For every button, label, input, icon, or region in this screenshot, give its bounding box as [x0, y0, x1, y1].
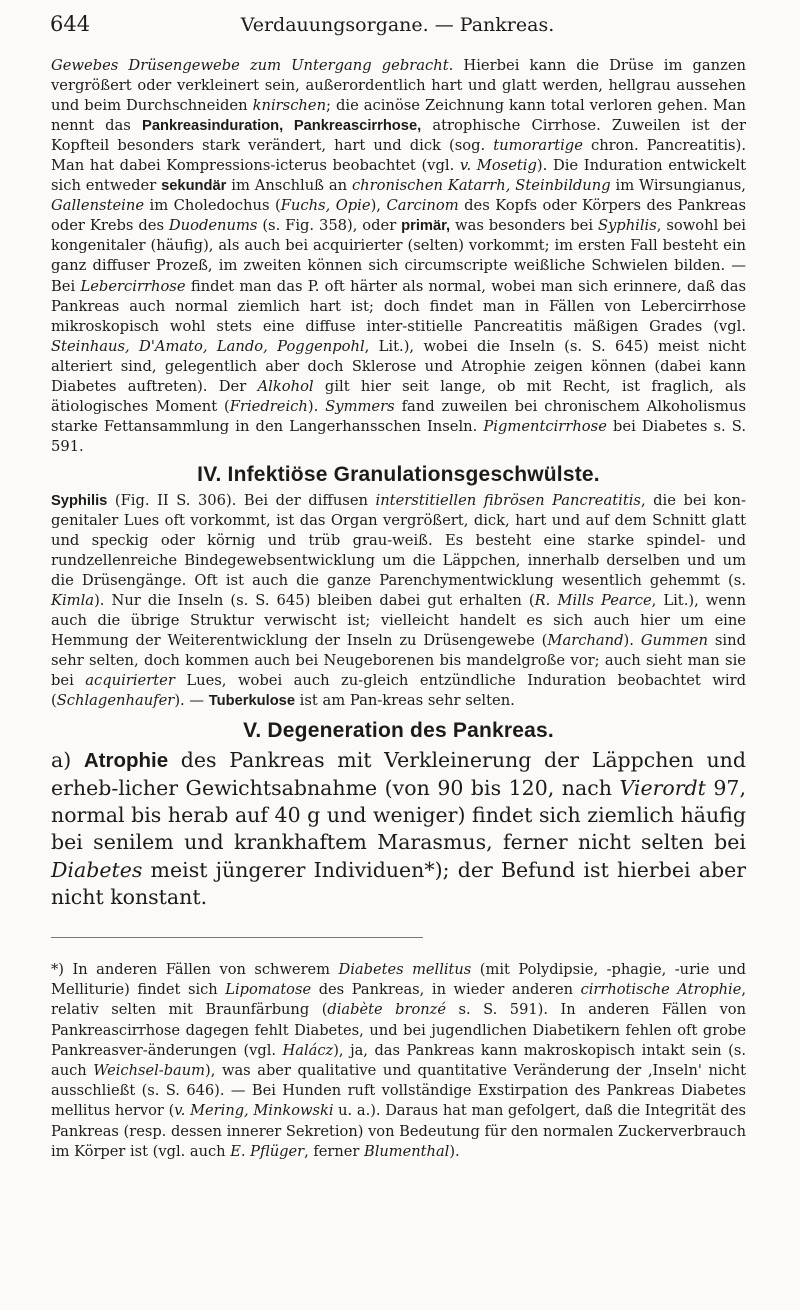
text-run: Lipomatose [225, 981, 312, 999]
paragraph-induration [51, 56, 746, 457]
text-run: , die bei kon-genitaler Lues oft vorkommt, ist das Organ vergrößert, dick, hart und auf dem Schnitt glatt und speckig oder körnig und trüb grau-weiß. Es besteht eine starke spindel- und rundzellenreiche Bindegewebsentwicklung um die Läppchen, innerhalb derselben und um die Drüsengänge. Oft ist auch die ganze Parenchymentwicklung wesentlich gehemmt (s. [51, 491, 746, 590]
text-run: ). Nur die Inseln (s. S. 645) bleiben dabei gut erhalten ( [94, 592, 535, 610]
text-run: chron. Pancreatitis). Man hat dabei Kompressions-icterus beobachtet (vgl. [51, 137, 746, 175]
text-run: Weichsel-baum [93, 1062, 205, 1080]
text-run: was besonders bei [450, 217, 598, 235]
text-run: Fuchs, Opie [280, 197, 371, 215]
text-run: knirschen [252, 97, 327, 115]
text-run: Blumenthal [364, 1142, 450, 1160]
text-run: ). — [174, 692, 209, 710]
text-run: Pankreasinduration, Pankreascirrhose, [142, 118, 422, 135]
text-run: Lues, wobei auch zu-gleich entzündliche Induration beobachtet wird ( [51, 672, 746, 710]
text-run: tumorartige [493, 137, 583, 155]
text-run: Diabetes [51, 857, 143, 882]
text-run: interstitiellen fibrösen Pancreatitis [375, 491, 641, 509]
text-run: Duodenums [168, 217, 258, 235]
text-run: sind sehr selten, doch kommen auch bei Neugeborenen bis mandelgroße vor; auch sieht man sie bei [51, 632, 746, 690]
text-run: Lebercirrhose [80, 277, 186, 295]
paragraph-atrophie [51, 747, 746, 911]
text-run: (Fig. II S. 306). Bei der diffusen [107, 491, 376, 509]
main-text [51, 56, 746, 911]
text-run: s. S. 591). In anderen Fällen von Pankreascirrhose dagegen fehlt Diabetes, und bei jugendlichen Diabetikern fehlen oft grobe Pankreasver-änderungen (vgl. [51, 1001, 746, 1059]
text-run: Kimla [51, 592, 95, 610]
text-run: cirrhotische Atrophie [580, 981, 742, 999]
text-run: Vierordt [619, 775, 706, 800]
text-run: a) [51, 748, 84, 773]
text-run: v. Mering, Minkowski [174, 1102, 334, 1120]
text-run: , Lit.), wenn auch die übrige Struktur verwischt ist; vielleicht handelt es sich auch hier um eine Hemmung der Weiterentwicklung der Inseln zu Drüsengewebe ( [51, 592, 746, 650]
text-run: bei Diabetes s. S. 591. [51, 417, 746, 455]
text-run: Pigmentcirrhose [483, 417, 607, 435]
footnote-text [51, 960, 746, 1162]
text-run: des Pankreas mit Verkleinerung der Läppchen und erheb-licher Gewichtsabnahme (von 90 bis 120, nach [51, 748, 746, 800]
text-run: Atrophie [83, 749, 169, 773]
text-run: ; die acinöse Zeichnung kann total verloren gehen. Man nennt das [51, 97, 746, 135]
text-run: R. Mills Pearce [534, 592, 652, 610]
page-header [50, 12, 745, 46]
text-run: v. Mosetig [459, 157, 537, 175]
footnote-divider [51, 937, 423, 938]
text-run: im Anschluß an [226, 177, 352, 195]
text-run: meist jüngerer Individuen*); der Befund ist hierbei aber nicht konstant. [51, 857, 746, 909]
text-run: Symmers [325, 397, 395, 415]
text-run: ist am Pan-kreas sehr selten. [295, 692, 515, 710]
text-run: Carcinom [386, 197, 459, 215]
text-run: (s. Fig. 358), oder [257, 217, 402, 235]
text-run: Schlagenhaufer [56, 692, 175, 710]
text-run: findet man das P. oft härter als normal, wobei man sich erinnere, daß das Pankreas auch normal ziemlich hart ist; doch findet man in Fällen von Lebercirrhose mikroskopisch wohl stets eine diffuse inter-stitielle Pancreatitis mäßigen Grades (vgl. [51, 277, 746, 335]
text-run: Gallensteine [51, 197, 145, 215]
text-run: chronischen Katarrh, Steinbildung [351, 177, 611, 195]
text-run: fand zuweilen bei chronischem Alkoholismus starke Fettansammlung in den Langerhansschen Inseln. [51, 397, 746, 435]
text-run: E. Pflüger [230, 1142, 305, 1160]
text-run: diabète bronzé [327, 1001, 446, 1019]
text-run: Steinhaus, D'Amato, Lando, Poggenpohl [51, 337, 365, 355]
paragraph-syphilis [51, 491, 746, 712]
text-run: , ferner [304, 1142, 365, 1160]
text-run: ). [307, 397, 326, 415]
text-run: acquirierter [85, 672, 175, 690]
text-run: ), ja, das Pankreas kann makroskopisch intakt sein (s. auch [51, 1041, 746, 1080]
footnote [51, 960, 746, 1162]
text-run: *) In anderen Fällen von schwerem [51, 961, 339, 978]
text-run: , relativ selten mit Braunfärbung ( [51, 981, 746, 1019]
text-run: Gummen [640, 632, 709, 650]
text-run: des Pankreas, in wieder anderen [311, 981, 581, 999]
text-run: Gewebes Drüsengewebe zum Untergang gebracht. [51, 57, 454, 74]
page-number: 644 [50, 12, 91, 36]
text-run: Halácz [282, 1041, 334, 1059]
text-run: ). [623, 632, 641, 650]
text-run: im Choledochus ( [144, 197, 281, 215]
text-run: des Kopfs oder Körpers des Pankreas oder Krebs des [51, 197, 747, 235]
text-run: primär, [401, 218, 451, 235]
section-heading-v: V. Degeneration des Pankreas. [243, 719, 554, 743]
text-run: Alkohol [257, 377, 314, 395]
text-run: Diabetes mellitus [338, 961, 472, 978]
text-run: Hierbei kann die Drüse im ganzen vergrößert oder verkleinert sein, außerordentlich hart und glatt werden, hellgrau aussehen und beim Durchschneiden [51, 57, 746, 115]
text-run: ). [449, 1142, 460, 1160]
text-run: Syphilis [51, 492, 108, 509]
text-run: Friedreich [229, 397, 308, 415]
running-title: Verdauungsorgane. — Pankreas. [240, 14, 555, 36]
text-run: gilt hier seit lange, ob mit Recht, ist fraglich, als ätiologisches Moment ( [51, 377, 746, 415]
text-run: 97, normal bis herab auf 40 g und weniger) findet sich ziemlich häufig bei senilem und krankhaftem Marasmus, ferner nicht selten bei [51, 775, 746, 855]
text-run: im Wirsungianus, [610, 177, 746, 195]
text-run: ), was aber qualitative und quantitative Veränderung der ‚Inseln' nicht ausschließt (s. S. 646). — Bei Hunden ruft vollständige Exstirpation des Pankreas Diabetes mellitus hervor ( [51, 1062, 746, 1120]
text-run: sekundär [161, 178, 227, 195]
text-run: ), [370, 197, 387, 215]
text-run: ). Die Induration entwickelt sich entweder [51, 157, 746, 195]
text-run: , Lit.), wobei die Inseln (s. S. 645) meist nicht alteriert sind, gelegentlich aber doch Sklerose und Atrophie zeigen können (dabei kann Diabetes auftreten). Der [51, 337, 746, 395]
text-run: u. a.). Daraus hat man gefolgert, daß die Integrität des Pankreas (resp. dessen innerer Sekretion) von Bedeutung für den normalen Zuckerverbrauch im Körper ist (vgl. auch [51, 1102, 747, 1160]
text-run: Marchand [547, 632, 624, 650]
text-run: (mit Polydipsie, -phagie, -urie und Melliturie) findet sich [51, 961, 746, 999]
text-run: Tuberkulose [208, 693, 296, 710]
text-run: atrophische Cirrhose. Zuweilen ist der Kopfteil besonders stark verändert, hart und dick (sog. [51, 117, 746, 155]
text-run: , sowohl bei kongenitaler (häufig), als auch bei acquirierter (selten) vorkommt; im ersten Fall besteht ein ganz diffuser Prozeß, im zweiten können sich circumscripte weißliche Schwielen bilden. — Bei [51, 217, 746, 295]
text-run: Syphilis [597, 217, 657, 235]
section-heading-iv: IV. Infektiöse Granulationsgeschwülste. [197, 462, 600, 486]
